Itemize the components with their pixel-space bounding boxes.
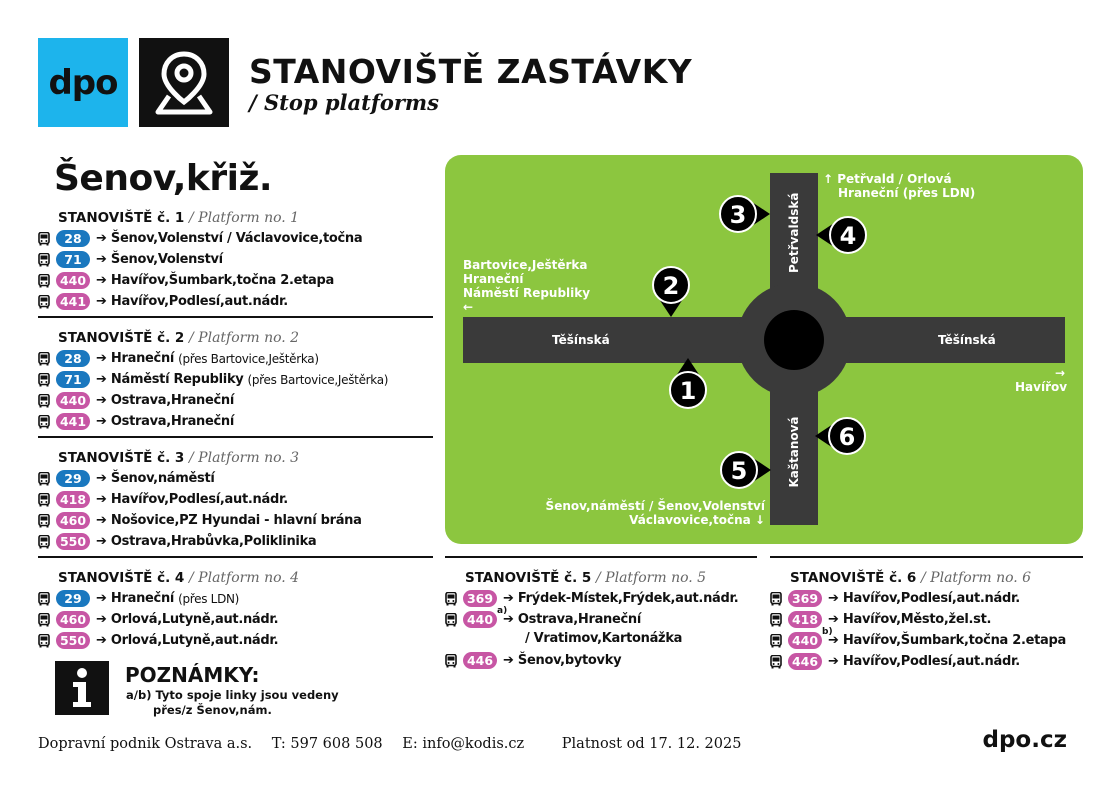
- street-label-west: Těšínská: [552, 333, 610, 347]
- footnote-marker: b): [822, 627, 833, 637]
- platform-heading: [445, 568, 738, 588]
- bus-icon: [38, 535, 50, 549]
- line-number-badge: 440: [56, 272, 90, 289]
- street-label-north: Petřvaldská: [787, 192, 801, 273]
- divider: [38, 556, 433, 558]
- platform-heading-cs: STANOVIŠTĚ č. 6: [790, 570, 917, 586]
- bus-icon: [38, 514, 50, 528]
- direction-west: [463, 258, 590, 314]
- line-number-badge: 441: [56, 293, 90, 310]
- line-row[interactable]: [770, 588, 1066, 609]
- bus-icon: [445, 592, 457, 606]
- line-row[interactable]: [445, 588, 738, 609]
- platform-heading-cs: STANOVIŠTĚ č. 5: [465, 570, 592, 586]
- destination: Havířov,Město,žel.st.: [842, 612, 992, 627]
- footer-email: E: info@kodis.cz: [402, 736, 525, 752]
- divider: [445, 556, 757, 558]
- platform-marker: [670, 358, 706, 408]
- platform-marker: [721, 452, 771, 488]
- street-label-east: Těšínská: [938, 333, 996, 347]
- destination: Šenov,Volenství: [110, 252, 223, 267]
- line-row[interactable]: [38, 228, 362, 249]
- destination: Havířov,Podlesí,aut.nádr.: [842, 591, 1020, 606]
- line-row[interactable]: [445, 650, 738, 671]
- bus-icon: [770, 613, 782, 627]
- platform-heading: [38, 328, 388, 348]
- platform-marker: [815, 418, 865, 454]
- line-number-badge: 28: [56, 350, 90, 367]
- destination: Havířov,Podlesí,aut.nádr.: [110, 492, 288, 507]
- arrow-right-icon: ➔: [96, 471, 107, 486]
- destination: Ostrava,Hrabůvka,Poliklinika: [110, 534, 317, 549]
- bus-icon: [38, 592, 50, 606]
- bus-icon: [38, 274, 50, 288]
- arrow-right-icon: ➔: [96, 612, 107, 627]
- notes-line2: přes/z Šenov,nám.: [153, 703, 272, 717]
- info-icon: [55, 661, 109, 715]
- bus-icon: [38, 415, 50, 429]
- direction-west-line3: Náměstí Republiky: [463, 286, 591, 300]
- footnote-marker: a): [497, 606, 508, 616]
- intersection-map: [445, 155, 1083, 544]
- platform-2-block: [38, 328, 388, 432]
- direction-south: [543, 499, 765, 527]
- arrow-right-icon: ➔: [96, 591, 107, 606]
- arrow-right-icon: ➔: [96, 372, 107, 387]
- dpo-logo-text: dpo: [48, 62, 118, 103]
- line-row[interactable]: [38, 390, 388, 411]
- notes-line1: a/b) Tyto spoje linky jsou vedeny: [126, 688, 339, 702]
- destination: Hraneční: [110, 591, 175, 606]
- bus-icon: [38, 232, 50, 246]
- line-number-badge: 440: [56, 392, 90, 409]
- line-number-badge: 29: [56, 590, 90, 607]
- platform-heading-en: / Platform no. 6: [921, 570, 1032, 586]
- arrow-right-icon: ➔: [828, 612, 839, 627]
- destination: Orlová,Lutyně,aut.nádr.: [110, 633, 279, 648]
- direction-east-line1: Havířov: [1015, 380, 1068, 394]
- line-row[interactable]: [38, 291, 362, 312]
- destination: Frýdek-Místek,Frýdek,aut.nádr.: [517, 591, 739, 606]
- line-row[interactable]: [38, 588, 299, 609]
- stop-name: Šenov,křiž.: [54, 158, 273, 199]
- platform-heading-en: / Platform no. 3: [189, 450, 300, 466]
- platform-marker-number: 4: [839, 222, 857, 250]
- dpo-logo: [38, 38, 128, 127]
- direction-south-line1: Šenov,náměstí / Šenov,Volenství: [545, 499, 765, 513]
- bus-icon: [38, 493, 50, 507]
- platform-heading-cs: STANOVIŠTĚ č. 3: [58, 450, 185, 466]
- destination: Šenov,bytovky: [517, 653, 622, 668]
- line-row[interactable]: [38, 489, 362, 510]
- direction-west-arrow: ←: [463, 300, 474, 314]
- arrow-right-icon: ➔: [96, 492, 107, 507]
- line-number-badge: 550: [56, 632, 90, 649]
- platform-marker: [816, 217, 866, 253]
- line-row[interactable]: [38, 531, 362, 552]
- line-row[interactable]: [770, 609, 1066, 630]
- line-number-badge: 71: [56, 251, 90, 268]
- footer-phone: T: 597 608 508: [271, 736, 383, 752]
- platform-marker: [720, 196, 770, 232]
- route-via: (přes LDN): [178, 591, 240, 606]
- platform-heading: [38, 568, 299, 588]
- bus-icon: [445, 654, 457, 668]
- arrow-right-icon: ➔: [96, 513, 107, 528]
- line-row[interactable]: [38, 411, 388, 432]
- arrow-right-icon: ➔: [828, 654, 839, 669]
- notes-text: [126, 688, 339, 718]
- line-number-badge: 460: [56, 611, 90, 628]
- arrow-right-icon: ➔: [96, 393, 107, 408]
- arrow-right-icon: ➔: [828, 633, 839, 648]
- platform-heading-en: / Platform no. 1: [189, 210, 300, 226]
- line-number-badge: 369: [463, 590, 497, 607]
- footer-validity: Platnost od 17. 12. 2025: [561, 736, 742, 752]
- direction-south-line2: Václavovice,točna ↓: [629, 513, 765, 527]
- destination: Havířov,Podlesí,aut.nádr.: [842, 654, 1020, 669]
- bus-icon: [38, 613, 50, 627]
- platform-marker: [653, 267, 689, 317]
- route-via: (přes Bartovice,Ještěrka): [247, 372, 389, 387]
- line-row[interactable]: [38, 369, 388, 390]
- platform-heading: [38, 448, 362, 468]
- line-number-badge: 71: [56, 371, 90, 388]
- line-number-badge: 418: [56, 491, 90, 508]
- destination: Havířov,Šumbark,točna 2.etapa: [110, 273, 334, 288]
- direction-north-line2: Hraneční (přes LDN): [838, 186, 976, 200]
- bus-icon: [38, 634, 50, 648]
- platform-heading-cs: STANOVIŠTĚ č. 2: [58, 330, 185, 346]
- destination: Ostrava,Hraneční: [110, 414, 235, 429]
- destination: Šenov,Volenství / Václavovice,točna: [110, 231, 363, 246]
- arrow-right-icon: ➔: [503, 653, 514, 668]
- line-number-badge: 440: [463, 611, 497, 628]
- destination: Hraneční: [110, 351, 175, 366]
- website-link[interactable]: dpo.cz: [982, 727, 1067, 753]
- line-number-badge: 369: [788, 590, 822, 607]
- line-row[interactable]: [38, 630, 299, 651]
- direction-north-line1: ↑ Petřvald / Orlová: [823, 172, 952, 186]
- line-number-badge: 446: [463, 652, 497, 669]
- destination: Šenov,náměstí: [110, 471, 215, 486]
- line-row[interactable]: [38, 468, 362, 489]
- direction-east-arrow: →: [1054, 366, 1065, 380]
- arrow-right-icon: ➔: [96, 414, 107, 429]
- notes-title: POZNÁMKY:: [125, 663, 260, 687]
- bus-icon: [770, 634, 782, 648]
- line-number-badge: 418: [788, 611, 822, 628]
- page-title: STANOVIŠTĚ ZASTÁVKY: [249, 52, 693, 91]
- map-pin-icon: [154, 50, 214, 116]
- line-number-badge: 550: [56, 533, 90, 550]
- street-label-south: Kaštanová: [787, 416, 801, 488]
- destination: Ostrava,Hraneční: [517, 612, 642, 627]
- platform-marker-number: 2: [662, 272, 680, 300]
- destination: Havířov,Podlesí,aut.nádr.: [110, 294, 288, 309]
- direction-east: [1015, 366, 1068, 394]
- platform-markers: [445, 155, 1083, 544]
- arrow-right-icon: ➔: [96, 231, 107, 246]
- line-row[interactable]: [38, 510, 362, 531]
- direction-west-line1: Bartovice,Ještěrka: [463, 258, 588, 272]
- line-row[interactable]: [770, 627, 1066, 651]
- arrow-right-icon: ➔: [96, 252, 107, 267]
- platform-marker-number: 5: [730, 457, 748, 485]
- bus-icon: [38, 394, 50, 408]
- arrow-right-icon: ➔: [828, 591, 839, 606]
- divider: [770, 556, 1083, 558]
- page-subtitle: / Stop platforms: [249, 90, 439, 115]
- destination: Nošovice,PZ Hyundai - hlavní brána: [110, 513, 362, 528]
- platform-1-block: [38, 208, 362, 312]
- bus-icon: [38, 253, 50, 267]
- arrow-right-icon: ➔: [503, 612, 514, 627]
- line-number-badge: 446: [788, 653, 822, 670]
- bus-icon: [770, 655, 782, 669]
- platform-marker-number: 1: [679, 377, 697, 405]
- platform-heading: [770, 568, 1066, 588]
- footer: [38, 736, 756, 752]
- direction-north: [823, 172, 975, 200]
- arrow-right-icon: ➔: [96, 273, 107, 288]
- bus-icon: [770, 592, 782, 606]
- footer-company: Dopravní podnik Ostrava a.s.: [38, 736, 253, 752]
- divider: [38, 316, 433, 318]
- location-pin-logo: [139, 38, 229, 127]
- arrow-right-icon: ➔: [96, 534, 107, 549]
- platform-5-block: [445, 568, 738, 671]
- bus-icon: [38, 352, 50, 366]
- platform-marker-number: 3: [729, 201, 747, 229]
- platform-heading-cs: STANOVIŠTĚ č. 1: [58, 210, 185, 226]
- line-number-badge: 440: [788, 632, 822, 649]
- platform-heading-en: / Platform no. 5: [596, 570, 707, 586]
- line-row[interactable]: [38, 609, 299, 630]
- destination: Ostrava,Hraneční: [110, 393, 235, 408]
- line-row[interactable]: [38, 270, 362, 291]
- destination: Náměstí Republiky: [110, 372, 244, 387]
- platform-heading-en: / Platform no. 2: [189, 330, 300, 346]
- line-row[interactable]: [38, 348, 388, 369]
- arrow-right-icon: ➔: [503, 591, 514, 606]
- platform-3-block: [38, 448, 362, 552]
- platform-heading: [38, 208, 362, 228]
- divider: [38, 436, 433, 438]
- platform-4-block: [38, 568, 299, 651]
- destination: Havířov,Šumbark,točna 2.etapa: [842, 633, 1066, 648]
- arrow-right-icon: ➔: [96, 294, 107, 309]
- arrow-right-icon: ➔: [96, 633, 107, 648]
- line-number-badge: 441: [56, 413, 90, 430]
- platform-heading-en: / Platform no. 4: [189, 570, 300, 586]
- platform-6-block: [770, 568, 1066, 672]
- bus-icon: [38, 472, 50, 486]
- line-row[interactable]: [770, 651, 1066, 672]
- line-row[interactable]: [445, 606, 738, 630]
- platform-marker-number: 6: [838, 423, 856, 451]
- destination-continued: / Vratimov,Kartonážka: [525, 631, 683, 646]
- line-number-badge: 29: [56, 470, 90, 487]
- line-number-badge: 460: [56, 512, 90, 529]
- line-row[interactable]: [38, 249, 362, 270]
- route-via: (přes Bartovice,Ještěrka): [178, 351, 319, 366]
- arrow-right-icon: ➔: [96, 351, 107, 366]
- platform-heading-cs: STANOVIŠTĚ č. 4: [58, 570, 185, 586]
- bus-icon: [445, 613, 457, 627]
- bus-icon: [38, 295, 50, 309]
- line-number-badge: 28: [56, 230, 90, 247]
- bus-icon: [38, 373, 50, 387]
- direction-west-line2: Hraneční: [463, 272, 524, 286]
- destination: Orlová,Lutyně,aut.nádr.: [110, 612, 279, 627]
